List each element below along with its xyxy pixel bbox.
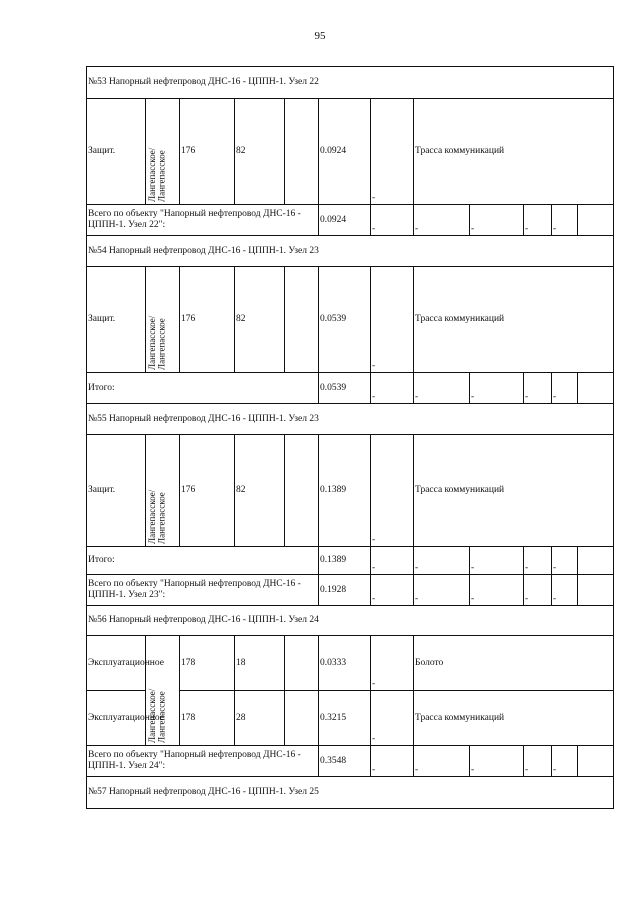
area-value: 0.3215 xyxy=(319,691,371,746)
purpose-cell: Болото xyxy=(414,636,614,691)
dash-mark: - xyxy=(372,765,376,776)
dash-cell xyxy=(371,691,414,746)
empty-cell xyxy=(578,746,614,777)
plot-number: 82 xyxy=(235,267,285,373)
land-category: Эксплуатационное xyxy=(87,636,146,691)
dash-cell xyxy=(524,373,552,404)
dash-mark: - xyxy=(372,594,376,605)
dash-cell xyxy=(371,373,414,404)
dash-mark: - xyxy=(372,193,376,204)
dash-cell xyxy=(552,547,578,575)
total-value: 0.0539 xyxy=(319,373,371,404)
dash-cell xyxy=(552,205,578,236)
dash-cell xyxy=(524,746,552,777)
region-cell xyxy=(146,636,180,746)
dash-mark: - xyxy=(553,563,557,574)
purpose-cell: Трасса коммуникаций xyxy=(414,435,614,547)
dash-cell xyxy=(371,205,414,236)
dash-cell xyxy=(552,373,578,404)
total-label: Всего по объекту "Напорный нефтепровод ДНС-16 - ЦППН-1. Узел 22": xyxy=(87,205,319,236)
dash-cell xyxy=(470,575,524,606)
total-row xyxy=(87,547,614,575)
dash-cell xyxy=(470,373,524,404)
dash-cell xyxy=(470,205,524,236)
section-header xyxy=(87,236,614,267)
region-label: Лангепасское/Лангепасское xyxy=(147,147,167,202)
plot-number: 28 xyxy=(235,691,285,746)
purpose-cell: Трасса коммуникаций xyxy=(414,267,614,373)
plot-number: 18 xyxy=(235,636,285,691)
section-title: №57 Напорный нефтепровод ДНС-16 - ЦППН-1. Узел 25 xyxy=(87,777,614,809)
land-category: Эксплуатационное xyxy=(87,691,146,746)
section-header xyxy=(87,606,614,636)
area-value: 0.0924 xyxy=(319,99,371,205)
quarter-number: 178 xyxy=(180,691,235,746)
empty-cell xyxy=(578,373,614,404)
section-header xyxy=(87,777,614,809)
dash-mark: - xyxy=(553,392,557,403)
plot-number: 82 xyxy=(235,435,285,547)
dash-cell xyxy=(552,746,578,777)
quarter-number: 178 xyxy=(180,636,235,691)
quarter-number: 176 xyxy=(180,267,235,373)
section-header xyxy=(87,67,614,99)
dash-mark: - xyxy=(553,765,557,776)
dash-mark: - xyxy=(553,594,557,605)
land-category: Защит. xyxy=(87,435,146,547)
section-title: №56 Напорный нефтепровод ДНС-16 - ЦППН-1. Узел 24 xyxy=(87,606,614,636)
empty-cell xyxy=(285,636,319,691)
area-value: 0.0333 xyxy=(319,636,371,691)
dash-mark: - xyxy=(471,392,475,403)
land-plot-table xyxy=(86,66,614,809)
total-value: 0.1928 xyxy=(319,575,371,606)
dash-cell xyxy=(371,575,414,606)
empty-cell xyxy=(285,435,319,547)
total-label: Итого: xyxy=(87,373,319,404)
dash-cell xyxy=(414,547,470,575)
dash-cell xyxy=(371,267,414,373)
dash-cell xyxy=(371,636,414,691)
dash-mark: - xyxy=(471,224,475,235)
dash-mark: - xyxy=(415,563,419,574)
region-label: Лангепасское/Лангепасское xyxy=(147,688,167,743)
quarter-number: 176 xyxy=(180,99,235,205)
dash-mark: - xyxy=(415,765,419,776)
dash-mark: - xyxy=(553,224,557,235)
dash-mark: - xyxy=(415,594,419,605)
dash-mark: - xyxy=(372,679,376,690)
total-row xyxy=(87,373,614,404)
total-row xyxy=(87,575,614,606)
table-row xyxy=(87,267,614,373)
dash-cell xyxy=(470,746,524,777)
region-label: Лангепасское/Лангепасское xyxy=(147,315,167,370)
dash-cell xyxy=(371,99,414,205)
purpose-cell: Трасса коммуникаций xyxy=(414,691,614,746)
table-row xyxy=(87,435,614,547)
dash-cell xyxy=(414,205,470,236)
region-cell xyxy=(146,435,180,547)
dash-mark: - xyxy=(372,535,376,546)
land-category: Защит. xyxy=(87,99,146,205)
dash-mark: - xyxy=(471,594,475,605)
dash-mark: - xyxy=(372,392,376,403)
area-value: 0.1389 xyxy=(319,435,371,547)
dash-cell xyxy=(414,575,470,606)
total-label: Итого: xyxy=(87,547,319,575)
dash-mark: - xyxy=(525,392,529,403)
dash-mark: - xyxy=(372,563,376,574)
plot-number: 82 xyxy=(235,99,285,205)
dash-mark: - xyxy=(372,734,376,745)
total-value: 0.0924 xyxy=(319,205,371,236)
purpose-cell: Трасса коммуникаций xyxy=(414,99,614,205)
dash-mark: - xyxy=(525,765,529,776)
dash-mark: - xyxy=(525,224,529,235)
dash-cell xyxy=(470,547,524,575)
area-value: 0.0539 xyxy=(319,267,371,373)
empty-cell xyxy=(285,267,319,373)
dash-cell xyxy=(414,746,470,777)
dash-cell xyxy=(524,547,552,575)
dash-cell xyxy=(414,373,470,404)
dash-mark: - xyxy=(372,361,376,372)
empty-cell xyxy=(578,575,614,606)
total-row xyxy=(87,746,614,777)
dash-mark: - xyxy=(415,224,419,235)
total-value: 0.3548 xyxy=(319,746,371,777)
table-row xyxy=(87,636,614,691)
section-title: №55 Напорный нефтепровод ДНС-16 - ЦППН-1. Узел 23 xyxy=(87,404,614,435)
section-title: №54 Напорный нефтепровод ДНС-16 - ЦППН-1. Узел 23 xyxy=(87,236,614,267)
dash-cell xyxy=(371,746,414,777)
dash-mark: - xyxy=(471,563,475,574)
region-label: Лангепасское/Лангепасское xyxy=(147,489,167,544)
dash-cell xyxy=(524,205,552,236)
land-category: Защит. xyxy=(87,267,146,373)
empty-cell xyxy=(578,205,614,236)
dash-cell xyxy=(371,435,414,547)
empty-cell xyxy=(578,547,614,575)
total-value: 0.1389 xyxy=(319,547,371,575)
region-cell xyxy=(146,99,180,205)
empty-cell xyxy=(285,691,319,746)
dash-mark: - xyxy=(525,594,529,605)
dash-cell xyxy=(371,547,414,575)
dash-mark: - xyxy=(471,765,475,776)
total-label: Всего по объекту "Напорный нефтепровод ДНС-16 - ЦППН-1. Узел 24": xyxy=(87,746,319,777)
table-row xyxy=(87,99,614,205)
section-title: №53 Напорный нефтепровод ДНС-16 - ЦППН-1. Узел 22 xyxy=(87,67,614,99)
dash-cell xyxy=(524,575,552,606)
dash-mark: - xyxy=(415,392,419,403)
dash-cell xyxy=(552,575,578,606)
section-header xyxy=(87,404,614,435)
dash-mark: - xyxy=(372,224,376,235)
total-label: Всего по объекту "Напорный нефтепровод ДНС-16 - ЦППН-1. Узел 23": xyxy=(87,575,319,606)
page-number: 95 xyxy=(314,30,326,42)
dash-mark: - xyxy=(525,563,529,574)
region-cell xyxy=(146,267,180,373)
empty-cell xyxy=(285,99,319,205)
quarter-number: 176 xyxy=(180,435,235,547)
total-row xyxy=(87,205,614,236)
